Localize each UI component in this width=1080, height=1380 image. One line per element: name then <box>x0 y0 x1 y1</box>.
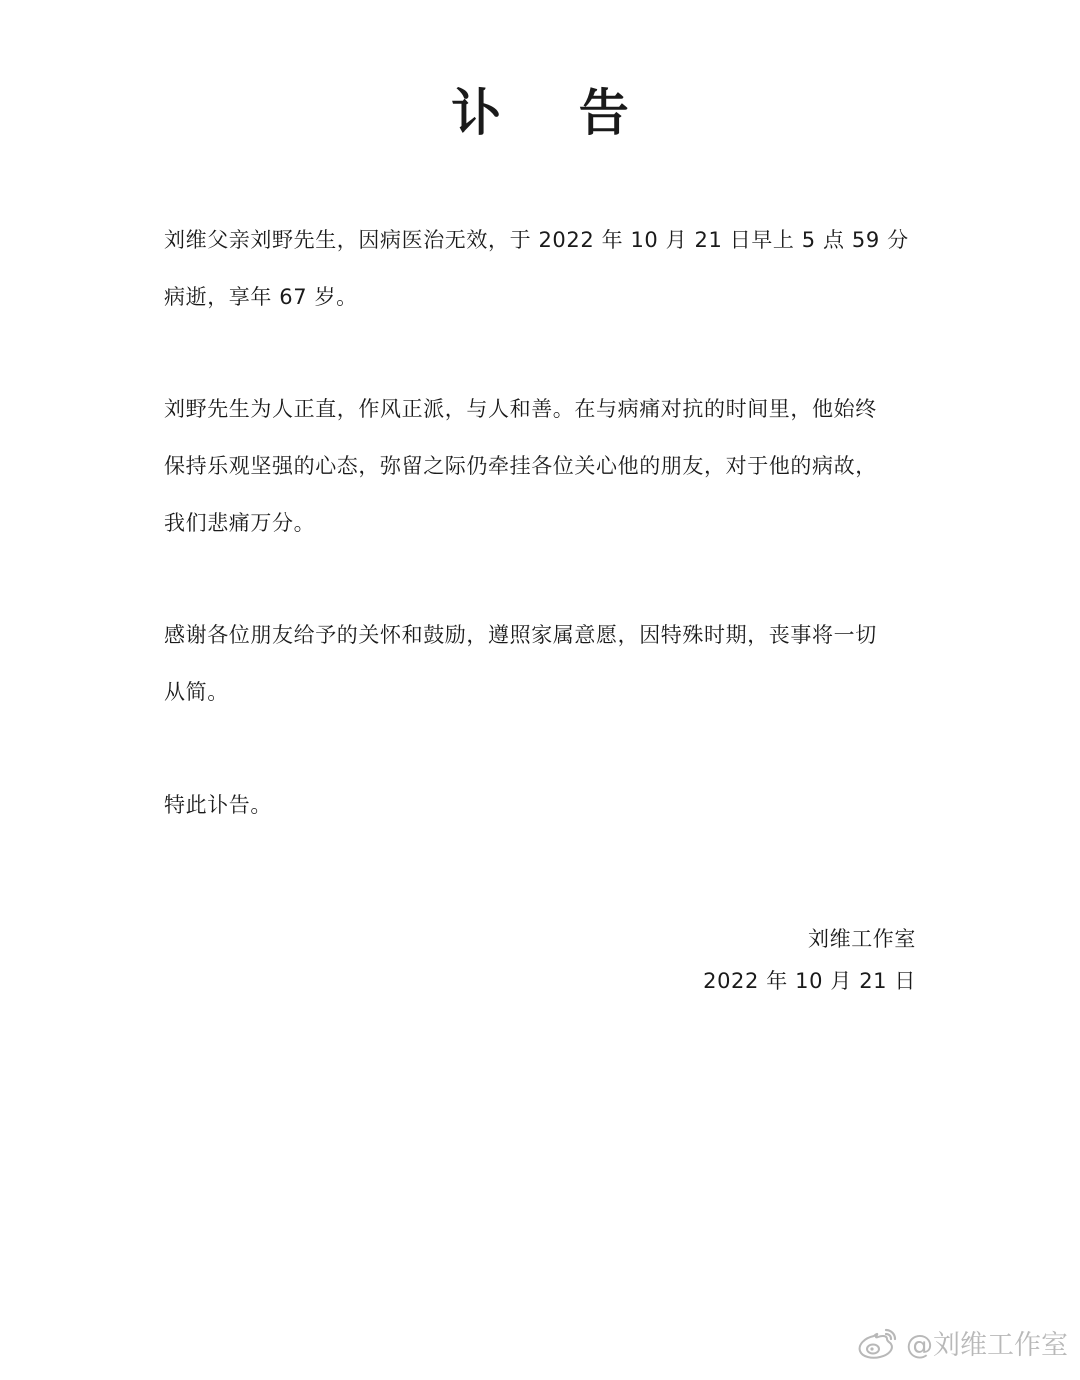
paragraph-thanks <box>164 607 924 721</box>
weibo-watermark <box>856 1323 1068 1362</box>
paragraph-line: 特此讣告。 <box>164 793 272 817</box>
paragraph-tribute <box>164 381 924 552</box>
paragraph-line: 感谢各位朋友给予的关怀和鼓励，遵照家属意愿，因特殊时期，丧事将一切 <box>164 623 877 647</box>
paragraph-line: 保持乐观坚强的心态，弥留之际仍牵挂各位关心他的朋友，对于他的病故， <box>164 454 877 478</box>
page-title: 讣 告 <box>451 84 659 142</box>
signature-date: 2022 年 10 月 21 日 <box>703 969 916 993</box>
paragraph-line: 病逝，享年 67 岁。 <box>164 285 358 309</box>
weibo-icon <box>856 1326 900 1360</box>
paragraph-line: 我们悲痛万分。 <box>164 511 316 535</box>
paragraph-line: 从简。 <box>164 680 229 704</box>
signature-block <box>703 918 916 1002</box>
paragraph-closing <box>164 777 924 834</box>
paragraph-announcement <box>164 212 924 326</box>
watermark-text: @刘维工作室 <box>906 1330 1068 1361</box>
signature-org: 刘维工作室 <box>808 927 916 951</box>
paragraph-line: 刘野先生为人正直，作风正派，与人和善。在与病痛对抗的时间里，他始终 <box>164 397 877 421</box>
paragraph-line: 刘维父亲刘野先生，因病医治无效，于 2022 年 10 月 21 日早上 5 点 59 分 <box>164 228 909 252</box>
